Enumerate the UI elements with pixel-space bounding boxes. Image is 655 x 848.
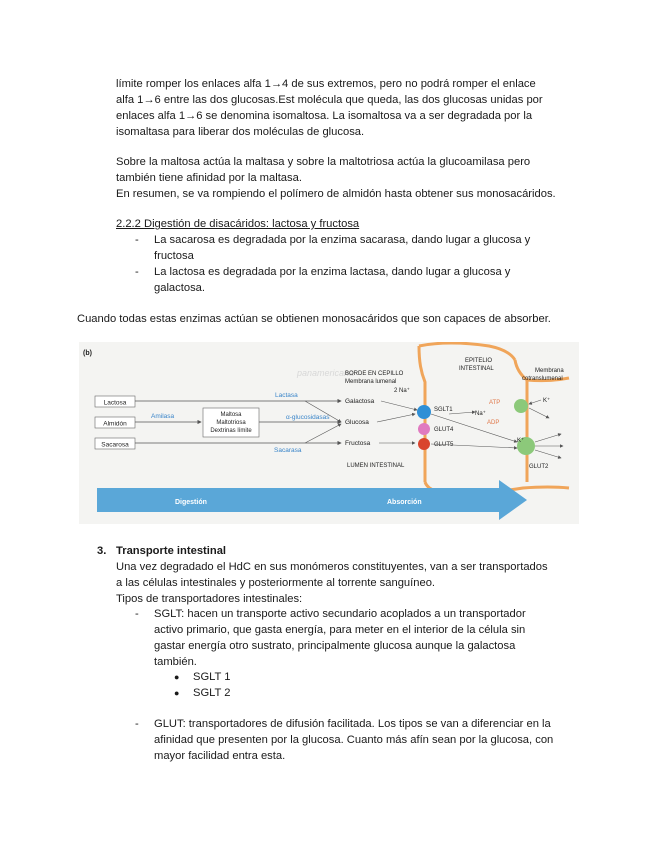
- section-heading-222: 2.2.2 Digestión de disacáridos: lactosa y fructosa: [116, 218, 360, 230]
- sglt1-label: SGLT1: [434, 407, 453, 413]
- text-line: mayor facilidad entra esta.: [154, 750, 286, 762]
- bullet-icon: ●: [174, 688, 180, 698]
- list-item-sacarosa: [154, 232, 530, 264]
- cotranslumenal-label: cotranslumenal: [522, 376, 563, 382]
- enzyme-amilasa: Amilasa: [151, 413, 175, 420]
- watermark: panamericana: [297, 368, 355, 378]
- text-line: La lactosa es degradada por la enzima lactasa, dando lugar a glucosa y: [154, 266, 511, 278]
- panel-label: (b): [83, 350, 92, 357]
- section3-paragraph: [116, 559, 548, 607]
- na-k-pump: [514, 399, 528, 413]
- text-line: gastar energía otro sustrato, principalmente glucosa aunque la galactosa: [154, 640, 516, 652]
- source-lactosa: Lactosa: [103, 399, 127, 407]
- k-label-inner: K⁺: [517, 438, 525, 444]
- text-line: galactosa.: [154, 282, 205, 294]
- text-line: enlaces alfa 1→6 se denomina isomaltosa. La isomaltosa va a ser degradada por la: [116, 110, 533, 122]
- membrana-label: Membrana: [535, 368, 564, 374]
- text-line: afinidad que presenten por la glucosa. Cuanto más afín sean por la glucosa, con: [154, 734, 554, 746]
- list-dash: -: [135, 234, 139, 246]
- bullet-icon: ●: [174, 672, 180, 682]
- digestion-absorption-figure: [79, 342, 579, 524]
- epitelio-label: EPITELIO: [465, 358, 493, 364]
- arrow-digestion: Digestión: [175, 499, 207, 506]
- text-line: Una vez degradado el HdC en sus monómeros constituyentes, van a ser transportados: [116, 561, 548, 573]
- glut4-label: GLUT4: [434, 427, 454, 433]
- lumen-label: LUMEN INTESTINAL: [347, 463, 405, 469]
- section3-title: Transporte intestinal: [116, 545, 227, 557]
- glut4-transporter: [418, 423, 430, 435]
- k-label-right: K⁺: [543, 398, 551, 404]
- mono-glucosa: Glucosa: [345, 419, 369, 426]
- label-2na: 2 Na⁺: [394, 388, 410, 394]
- text-line: alfa 1→6 entre las dos glucosas.Est molécula que queda, las dos glucosas unidas por: [116, 94, 543, 106]
- text-line: SGLT: hacen un transporte activo secundario acoplados a un transportador: [154, 608, 526, 620]
- source-sacarosa: Sacarosa: [101, 441, 129, 449]
- text-line: En resumen, se va rompiendo el polímero de almidón hasta obtener sus monosacáridos.: [116, 188, 556, 200]
- text-line: Tipos de transportadores intestinales:: [116, 593, 303, 605]
- list-dash: -: [135, 718, 139, 730]
- summary-line: Cuando todas estas enzimas actúan se obtienen monosacáridos que son capaces de absorber.: [77, 313, 551, 325]
- list-dash: -: [135, 608, 139, 620]
- text-line: límite romper los enlaces alfa 1→4 de sus extremos, pero no podrá romper el enlace: [116, 78, 536, 90]
- mono-galactosa: Galactosa: [345, 398, 375, 405]
- list-item-lactosa: [154, 264, 510, 296]
- source-almidon: Almidón: [103, 420, 127, 428]
- text-line: isomaltasa para liberar dos moléculas de glucosa.: [116, 126, 365, 138]
- intestinal-label: INTESTINAL: [459, 366, 494, 372]
- list-item-glut: [154, 716, 553, 764]
- text-line: también.: [154, 656, 197, 668]
- sub-item-sglt2: SGLT 2: [193, 687, 231, 699]
- enzyme-lactasa: Lactasa: [275, 392, 298, 399]
- mono-fructosa: Fructosa: [345, 440, 371, 447]
- text-line: activo primario, que gasta energía, para meter en el interior de la célula sin: [154, 624, 526, 636]
- maltose-paragraph: [116, 154, 556, 202]
- text-line: a las células intestinales y posteriormente al torrente sanguíneo.: [116, 577, 436, 589]
- text-line: Sobre la maltosa actúa la maltasa y sobre la maltotriosa actúa la glucoamilasa pero: [116, 156, 531, 168]
- section3-number: 3.: [97, 545, 107, 557]
- enzyme-alfa-glucosidasas: α-glucosidasas: [286, 414, 330, 421]
- adp-label: ADP: [487, 420, 500, 426]
- glut2-label: GLUT2: [529, 464, 549, 470]
- glut5-transporter: [418, 438, 430, 450]
- list-dash: -: [135, 266, 139, 278]
- list-item-sglt: [154, 606, 526, 670]
- sub-item-sglt1: SGLT 1: [193, 671, 231, 683]
- text-line: también tiene afinidad por la maltasa.: [116, 172, 302, 184]
- intro-paragraph: [116, 76, 543, 140]
- na-label: Na⁺: [475, 411, 486, 417]
- text-line: GLUT: transportadores de difusión facilitada. Los tipos se van a diferenciar en la: [154, 718, 551, 730]
- enzyme-sacarasa: Sacarasa: [274, 447, 302, 454]
- intermediate-dextrinas: Dextrinas límite: [210, 428, 252, 434]
- intermediate-maltotriosa: Maltotriosa: [216, 420, 246, 426]
- text-line: La sacarosa es degradada por la enzima sacarasa, dando lugar a glucosa y: [154, 234, 531, 246]
- text-line: fructosa: [154, 250, 194, 262]
- borde-cepillo: BORDE EN CEPILLO: [345, 371, 404, 377]
- glut5-label: GLUT5: [434, 442, 454, 448]
- arrow-absorcion: Absorción: [387, 499, 422, 506]
- sglt1-transporter: [417, 405, 431, 419]
- membrana-lumenal: Membrana lumenal: [345, 379, 397, 385]
- atp-label: ATP: [489, 400, 501, 406]
- intermediate-maltosa: Maltosa: [220, 412, 242, 418]
